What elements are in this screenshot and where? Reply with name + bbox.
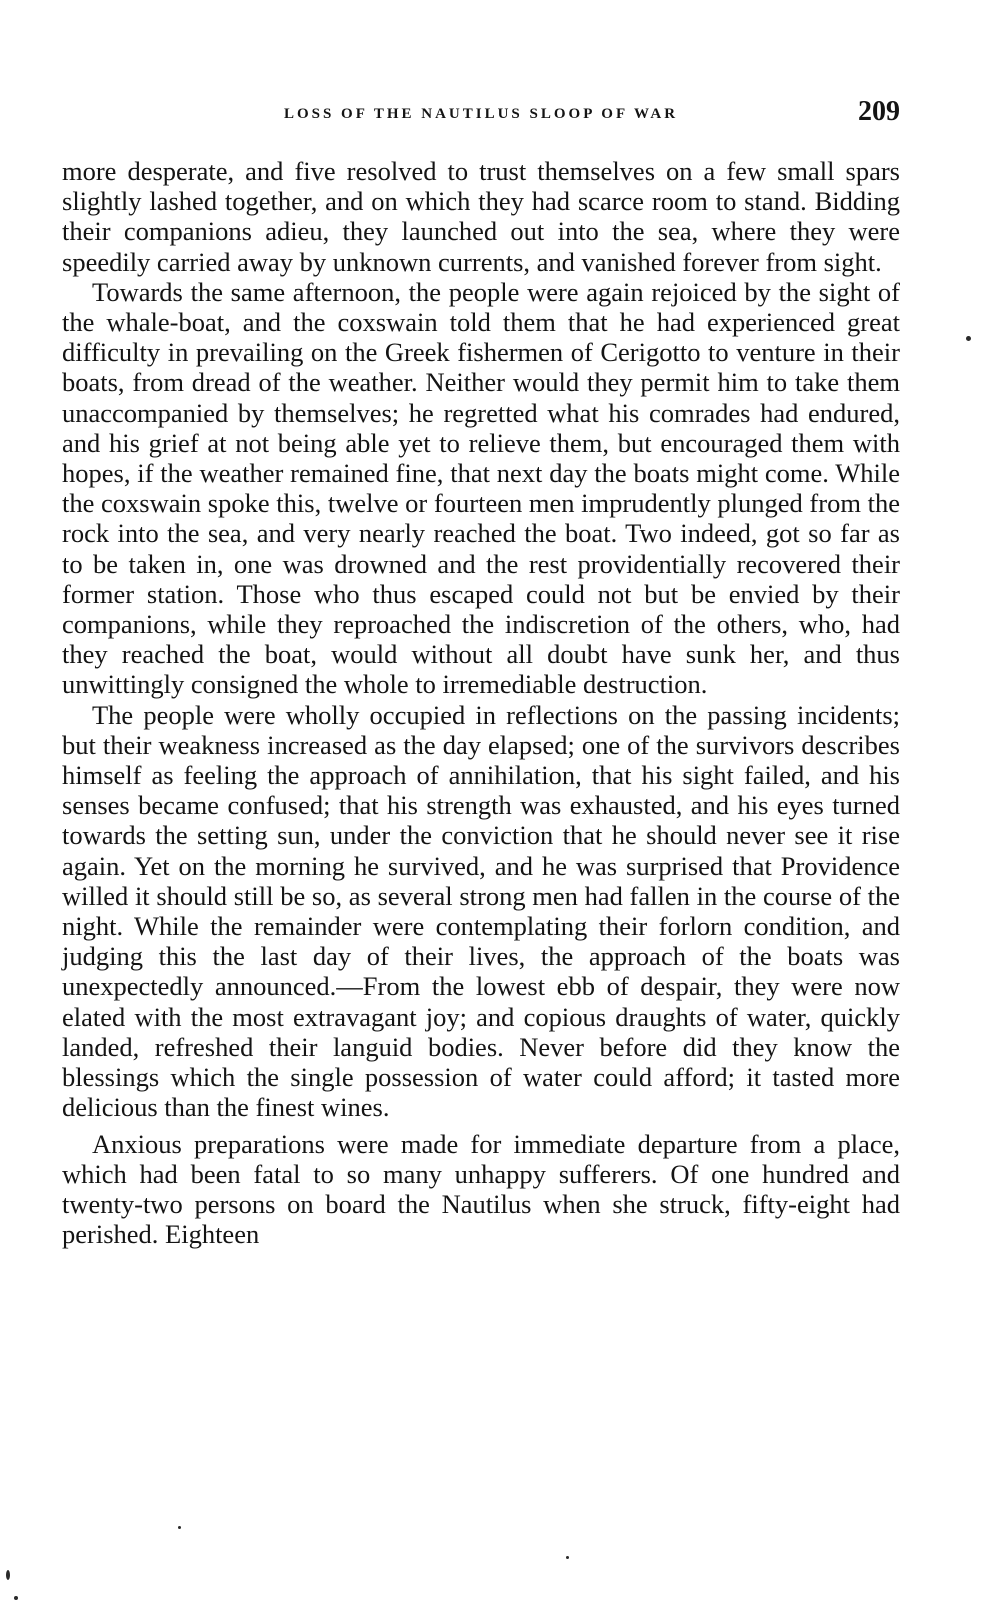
page-number: 209: [858, 96, 900, 127]
speck: [566, 1556, 569, 1559]
body-text: [62, 156, 900, 1249]
paragraph-weakness: The people were wholly occupied in reflections on the passing incidents; but their weakness increased as the day elapsed; one of the survivors describes himself as feeling the approach of annihilation, that his sight failed, and his senses became confused; that his strength was exhausted, and his eyes turned towards the setting sun, under the conviction that he should never see it rise again. Yet on the morning he survived, and he was surprised that Providence willed it should still be so, as several strong men had fallen in the course of the night. While the remainder were contemplating their forlorn condition, and judging this the last day of their lives, the approach of the boats was unexpectedly announced.—From the lowest ebb of despair, they were now elated with the most extravagant joy; and copious draughts of water, quickly landed, refreshed their languid bodies. Never before did they know the blessings which the single possession of water could afford; it tasted more delicious than the finest wines.: [62, 699, 900, 1123]
paragraph-departure: Anxious preparations were made for immediate departure from a place, which had been fatal to so many unhappy sufferers. Of one hundred and twenty-two persons on board the Nautilus when she struck, fifty-eight had perished. Eighteen: [62, 1128, 900, 1250]
paragraph-continued: more desperate, and five resolved to trust themselves on a few small spars slightly lashed together, and on which they had scarce room to stand. Bidding their companions adieu, they launched out into the sea, where they were speedily carried away by unknown currents, and vanished forever from sight.: [62, 156, 900, 277]
running-head-title: LOSS OF THE NAUTILUS SLOOP OF WAR: [283, 106, 679, 122]
speck: [6, 1570, 10, 1580]
speck: [14, 1596, 18, 1600]
speck: [178, 1526, 181, 1529]
paragraph-whale-boat: Towards the same afternoon, the people were again rejoiced by the sight of the whale-boat, and the coxswain told them that he had experienced great difficulty in prevailing on the Greek fishermen of Cerigotto to venture in their boats, from dread of the weather. Neither would they permit him to take them unaccompanied by themselves; he regretted what his comrades had endured, and his grief at not being able yet to relieve them, but encouraged them with hopes, if the weather remained fine, that next day the boats might come. While the coxswain spoke this, twelve or fourteen men imprudently plunged from the rock into the sea, and very nearly reached the boat. Two indeed, got so far as to be taken in, one was drowned and the rest providentially recovered their former station. Those who thus escaped could not but be envied by their companions, while they reproached the indiscretion of the others, who, had they reached the boat, would without all doubt have sunk her, and thus unwittingly consigned the whole to irremediable destruction.: [62, 276, 900, 700]
speck: [966, 336, 971, 341]
running-head: [62, 92, 900, 132]
